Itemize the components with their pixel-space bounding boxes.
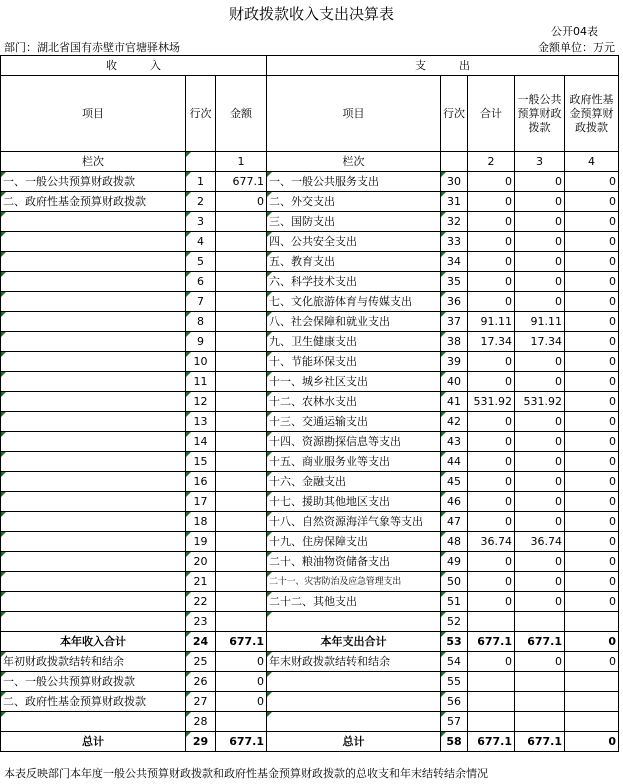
col-label-empty2: [441, 152, 468, 172]
income-row-no: 17: [186, 492, 216, 512]
income-row-no: 19: [186, 532, 216, 552]
expense-general-budget: 36.74: [515, 532, 565, 552]
expense-gov-fund: 0: [565, 172, 619, 192]
income-row-no: 6: [186, 272, 216, 292]
income-item: [1, 572, 186, 592]
table-row: [1, 352, 619, 372]
expense-total: 677.1: [468, 732, 515, 752]
col-header-row-no: 行次: [186, 76, 216, 152]
income-item: [1, 292, 186, 312]
expense-row-no: 39: [441, 352, 468, 372]
expense-row-no: 44: [441, 452, 468, 472]
income-item: [1, 552, 186, 572]
expense-total: 0: [468, 652, 515, 672]
expense-gov-fund: [565, 692, 619, 712]
income-row-no: 1: [186, 172, 216, 192]
income-amount: [216, 612, 267, 632]
expense-total: 0: [468, 592, 515, 612]
expense-general-budget: 677.1: [515, 732, 565, 752]
expense-general-budget: 0: [515, 372, 565, 392]
income-item: [1, 372, 186, 392]
income-amount: [216, 712, 267, 732]
expense-general-budget: [515, 692, 565, 712]
col-label-3: 3: [515, 152, 565, 172]
form-number: 公开04表: [551, 25, 598, 38]
expense-header: 支 出: [267, 56, 619, 76]
income-amount: [216, 432, 267, 452]
expense-item: 二十、粮油物资储备支出: [267, 552, 441, 572]
income-row-no: 18: [186, 512, 216, 532]
income-item: [1, 472, 186, 492]
table-row: [1, 492, 619, 512]
income-item: [1, 332, 186, 352]
table-row: [1, 732, 619, 752]
income-amount: [216, 552, 267, 572]
expense-row-no: 32: [441, 212, 468, 232]
expense-total: 0: [468, 372, 515, 392]
col-header-total: 合计: [468, 76, 515, 152]
expense-gov-fund: 0: [565, 472, 619, 492]
expense-row-no: 31: [441, 192, 468, 212]
expense-item: 八、社会保障和就业支出: [267, 312, 441, 332]
expense-item: 十一、城乡社区支出: [267, 372, 441, 392]
income-row-no: 4: [186, 232, 216, 252]
expense-row-no: 56: [441, 692, 468, 712]
expense-total: [468, 612, 515, 632]
expense-general-budget: 0: [515, 192, 565, 212]
col-label-empty: [186, 152, 216, 172]
income-amount: [216, 252, 267, 272]
income-item: [1, 592, 186, 612]
table-row: [1, 212, 619, 232]
income-row-no: 15: [186, 452, 216, 472]
expense-row-no: 42: [441, 412, 468, 432]
expense-item: 四、公共安全支出: [267, 232, 441, 252]
col-header-general-budget: 一般公共预算财政拨款: [515, 76, 565, 152]
expense-gov-fund: 0: [565, 492, 619, 512]
expense-gov-fund: 0: [565, 632, 619, 652]
expense-gov-fund: 0: [565, 512, 619, 532]
income-row-no: 14: [186, 432, 216, 452]
income-amount: [216, 272, 267, 292]
col-header-item: 项目: [1, 76, 186, 152]
expense-total: 91.11: [468, 312, 515, 332]
expense-gov-fund: 0: [565, 292, 619, 312]
col-label: 栏次: [1, 152, 186, 172]
table-row: [1, 452, 619, 472]
expense-item: 十三、交通运输支出: [267, 412, 441, 432]
expense-row-no: 30: [441, 172, 468, 192]
expense-general-budget: 0: [515, 552, 565, 572]
income-amount: 0: [216, 692, 267, 712]
expense-row-no: 52: [441, 612, 468, 632]
expense-item: 本年支出合计: [267, 632, 441, 652]
expense-item: 二、外交支出: [267, 192, 441, 212]
table-row: [1, 192, 619, 212]
expense-total: 677.1: [468, 632, 515, 652]
expense-gov-fund: 0: [565, 232, 619, 252]
expense-general-budget: 17.34: [515, 332, 565, 352]
expense-general-budget: 0: [515, 272, 565, 292]
income-item: 一、一般公共预算财政拨款: [1, 672, 186, 692]
income-amount: 677.1: [216, 172, 267, 192]
expense-gov-fund: 0: [565, 532, 619, 552]
income-amount: 0: [216, 192, 267, 212]
footnote: 本表反映部门本年度一般公共预算财政拨款和政府性基金预算财政拨款的总收支和年末结转结余情况: [4, 767, 488, 780]
expense-general-budget: 0: [515, 492, 565, 512]
income-item: [1, 392, 186, 412]
table-row: [1, 392, 619, 412]
expense-general-budget: 531.92: [515, 392, 565, 412]
table-row: [1, 512, 619, 532]
income-item: 总计: [1, 732, 186, 752]
income-amount: [216, 492, 267, 512]
col-label-4: 4: [565, 152, 619, 172]
expense-total: [468, 712, 515, 732]
table-row: [1, 232, 619, 252]
income-item: 年初财政拨款结转和结余: [1, 652, 186, 672]
expense-general-budget: 677.1: [515, 632, 565, 652]
expense-item: 十六、金融支出: [267, 472, 441, 492]
income-item: [1, 272, 186, 292]
expense-gov-fund: 0: [565, 432, 619, 452]
income-amount: [216, 232, 267, 252]
expense-item: 总计: [267, 732, 441, 752]
expense-general-budget: 0: [515, 432, 565, 452]
table-row: [1, 372, 619, 392]
expense-total: 0: [468, 192, 515, 212]
income-item: 二、政府性基金预算财政拨款: [1, 692, 186, 712]
expense-gov-fund: 0: [565, 372, 619, 392]
expense-total: 0: [468, 252, 515, 272]
expense-gov-fund: [565, 612, 619, 632]
expense-gov-fund: 0: [565, 552, 619, 572]
expense-total: [468, 692, 515, 712]
expense-row-no: 57: [441, 712, 468, 732]
expense-total: 0: [468, 432, 515, 452]
col-label-2: 2: [468, 152, 515, 172]
expense-row-no: 45: [441, 472, 468, 492]
income-row-no: 5: [186, 252, 216, 272]
expense-gov-fund: 0: [565, 312, 619, 332]
income-row-no: 7: [186, 292, 216, 312]
table-row: [1, 712, 619, 732]
expense-total: 531.92: [468, 392, 515, 412]
expense-row-no: 55: [441, 672, 468, 692]
income-item: 二、政府性基金预算财政拨款: [1, 192, 186, 212]
income-row-no: 9: [186, 332, 216, 352]
expense-general-budget: 0: [515, 352, 565, 372]
expense-row-no: 41: [441, 392, 468, 412]
table-row: [1, 432, 619, 452]
expense-row-no: 46: [441, 492, 468, 512]
income-item: [1, 532, 186, 552]
table-row: [1, 572, 619, 592]
expense-gov-fund: 0: [565, 652, 619, 672]
income-item: [1, 312, 186, 332]
table-row: [1, 672, 619, 692]
expense-row-no: 38: [441, 332, 468, 352]
expense-row-no: 49: [441, 552, 468, 572]
table-row: [1, 692, 619, 712]
expense-total: 0: [468, 232, 515, 252]
income-amount: [216, 412, 267, 432]
expense-general-budget: 0: [515, 412, 565, 432]
expense-gov-fund: 0: [565, 352, 619, 372]
expense-gov-fund: 0: [565, 212, 619, 232]
expense-item: 一、一般公共服务支出: [267, 172, 441, 192]
income-amount: [216, 512, 267, 532]
expense-row-no: 36: [441, 292, 468, 312]
expense-general-budget: 0: [515, 472, 565, 492]
expense-item: 十八、自然资源海洋气象等支出: [267, 512, 441, 532]
expense-item: 三、国防支出: [267, 212, 441, 232]
table-row: [1, 632, 619, 652]
table-row: [1, 292, 619, 312]
income-row-no: 21: [186, 572, 216, 592]
income-item: [1, 712, 186, 732]
expense-row-no: 34: [441, 252, 468, 272]
expense-general-budget: [515, 612, 565, 632]
income-row-no: 26: [186, 672, 216, 692]
expense-general-budget: 0: [515, 652, 565, 672]
income-header: 收 入: [1, 56, 267, 76]
expense-item: 十七、援助其他地区支出: [267, 492, 441, 512]
col-label2: 栏次: [267, 152, 441, 172]
income-amount: [216, 452, 267, 472]
expense-total: 0: [468, 172, 515, 192]
table-row: [1, 612, 619, 632]
income-item: [1, 252, 186, 272]
income-amount: [216, 592, 267, 612]
table-row: [1, 472, 619, 492]
expense-gov-fund: 0: [565, 452, 619, 472]
income-row-no: 28: [186, 712, 216, 732]
expense-total: 0: [468, 292, 515, 312]
income-row-no: 27: [186, 692, 216, 712]
expense-total: 0: [468, 352, 515, 372]
income-amount: [216, 532, 267, 552]
expense-item: 十、节能环保支出: [267, 352, 441, 372]
expense-total: 0: [468, 492, 515, 512]
income-amount: [216, 292, 267, 312]
income-item: 本年收入合计: [1, 632, 186, 652]
expense-item: 十九、住房保障支出: [267, 532, 441, 552]
income-amount: [216, 472, 267, 492]
expense-item: [267, 692, 441, 712]
table-row: [1, 592, 619, 612]
expense-row-no: 35: [441, 272, 468, 292]
expense-row-no: 53: [441, 632, 468, 652]
income-item: [1, 612, 186, 632]
expense-total: [468, 672, 515, 692]
col-header-row-no2: 行次: [441, 76, 468, 152]
expense-total: 0: [468, 512, 515, 532]
expense-row-no: 33: [441, 232, 468, 252]
income-row-no: 24: [186, 632, 216, 652]
expense-gov-fund: 0: [565, 252, 619, 272]
expense-total: 0: [468, 572, 515, 592]
income-item: [1, 212, 186, 232]
income-row-no: 12: [186, 392, 216, 412]
income-item: [1, 492, 186, 512]
expense-general-budget: 0: [515, 212, 565, 232]
table-row: [1, 332, 619, 352]
income-amount: [216, 372, 267, 392]
expense-total: 0: [468, 212, 515, 232]
expense-total: 0: [468, 272, 515, 292]
income-item: [1, 432, 186, 452]
income-amount: [216, 572, 267, 592]
table-row: [1, 652, 619, 672]
income-row-no: 29: [186, 732, 216, 752]
expense-general-budget: 0: [515, 292, 565, 312]
table-row: [1, 272, 619, 292]
expense-general-budget: 0: [515, 172, 565, 192]
expense-item: [267, 612, 441, 632]
table-row: [1, 312, 619, 332]
expense-row-no: 48: [441, 532, 468, 552]
expense-item: 二十二、其他支出: [267, 592, 441, 612]
department-label: 部门：湖北省国有赤壁市官塘驿林场: [4, 41, 180, 54]
expense-general-budget: 0: [515, 252, 565, 272]
expense-gov-fund: 0: [565, 412, 619, 432]
income-amount: [216, 392, 267, 412]
col-label-1: 1: [216, 152, 267, 172]
expense-item: 五、教育支出: [267, 252, 441, 272]
income-amount: [216, 352, 267, 372]
fiscal-table: [0, 55, 619, 752]
income-amount: 677.1: [216, 632, 267, 652]
expense-general-budget: 0: [515, 232, 565, 252]
expense-total: 0: [468, 472, 515, 492]
expense-gov-fund: 0: [565, 272, 619, 292]
income-row-no: 23: [186, 612, 216, 632]
expense-total: 0: [468, 412, 515, 432]
income-amount: 677.1: [216, 732, 267, 752]
expense-row-no: 58: [441, 732, 468, 752]
income-item: [1, 512, 186, 532]
expense-gov-fund: 0: [565, 392, 619, 412]
income-item: 一、一般公共预算财政拨款: [1, 172, 186, 192]
expense-item: [267, 712, 441, 732]
income-row-no: 11: [186, 372, 216, 392]
expense-general-budget: [515, 672, 565, 692]
expense-row-no: 54: [441, 652, 468, 672]
expense-row-no: 51: [441, 592, 468, 612]
income-item: [1, 352, 186, 372]
income-amount: [216, 212, 267, 232]
expense-item: 二十一、灾害防治及应急管理支出: [267, 572, 441, 592]
expense-item: 七、文化旅游体育与传媒支出: [267, 292, 441, 312]
expense-item: 十二、农林水支出: [267, 392, 441, 412]
expense-total: 0: [468, 552, 515, 572]
expense-general-budget: 0: [515, 452, 565, 472]
table-row: [1, 252, 619, 272]
expense-item: 九、卫生健康支出: [267, 332, 441, 352]
expense-row-no: 40: [441, 372, 468, 392]
unit-label: 金额单位：万元: [538, 41, 615, 54]
income-amount: [216, 312, 267, 332]
expense-gov-fund: 0: [565, 592, 619, 612]
table-row: [1, 412, 619, 432]
expense-item: 十五、商业服务业等支出: [267, 452, 441, 472]
expense-gov-fund: [565, 672, 619, 692]
expense-total: 17.34: [468, 332, 515, 352]
expense-item: 六、科学技术支出: [267, 272, 441, 292]
expense-item: [267, 672, 441, 692]
income-row-no: 20: [186, 552, 216, 572]
income-row-no: 13: [186, 412, 216, 432]
income-item: [1, 232, 186, 252]
expense-general-budget: [515, 712, 565, 732]
income-row-no: 8: [186, 312, 216, 332]
expense-general-budget: 0: [515, 512, 565, 532]
income-item: [1, 412, 186, 432]
expense-gov-fund: 0: [565, 192, 619, 212]
col-header-amount: 金额: [216, 76, 267, 152]
income-row-no: 10: [186, 352, 216, 372]
table-row: [1, 532, 619, 552]
expense-row-no: 50: [441, 572, 468, 592]
report-title: 财政拨款收入支出决算表: [228, 5, 394, 23]
col-header-item2: 项目: [267, 76, 441, 152]
income-amount: [216, 332, 267, 352]
expense-general-budget: 0: [515, 592, 565, 612]
income-row-no: 22: [186, 592, 216, 612]
income-row-no: 2: [186, 192, 216, 212]
income-amount: 0: [216, 672, 267, 692]
col-header-gov-fund: 政府性基金预算财政拨款: [565, 76, 619, 152]
expense-gov-fund: 0: [565, 572, 619, 592]
expense-row-no: 43: [441, 432, 468, 452]
income-item: [1, 452, 186, 472]
expense-item: 年末财政拨款结转和结余: [267, 652, 441, 672]
expense-general-budget: 91.11: [515, 312, 565, 332]
expense-row-no: 47: [441, 512, 468, 532]
expense-row-no: 37: [441, 312, 468, 332]
table-row: [1, 172, 619, 192]
expense-gov-fund: 0: [565, 332, 619, 352]
table-row: [1, 552, 619, 572]
expense-total: 36.74: [468, 532, 515, 552]
income-row-no: 25: [186, 652, 216, 672]
expense-total: 0: [468, 452, 515, 472]
expense-general-budget: 0: [515, 572, 565, 592]
income-amount: 0: [216, 652, 267, 672]
income-row-no: 3: [186, 212, 216, 232]
expense-gov-fund: [565, 712, 619, 732]
expense-item: 十四、资源勘探信息等支出: [267, 432, 441, 452]
income-row-no: 16: [186, 472, 216, 492]
expense-gov-fund: 0: [565, 732, 619, 752]
